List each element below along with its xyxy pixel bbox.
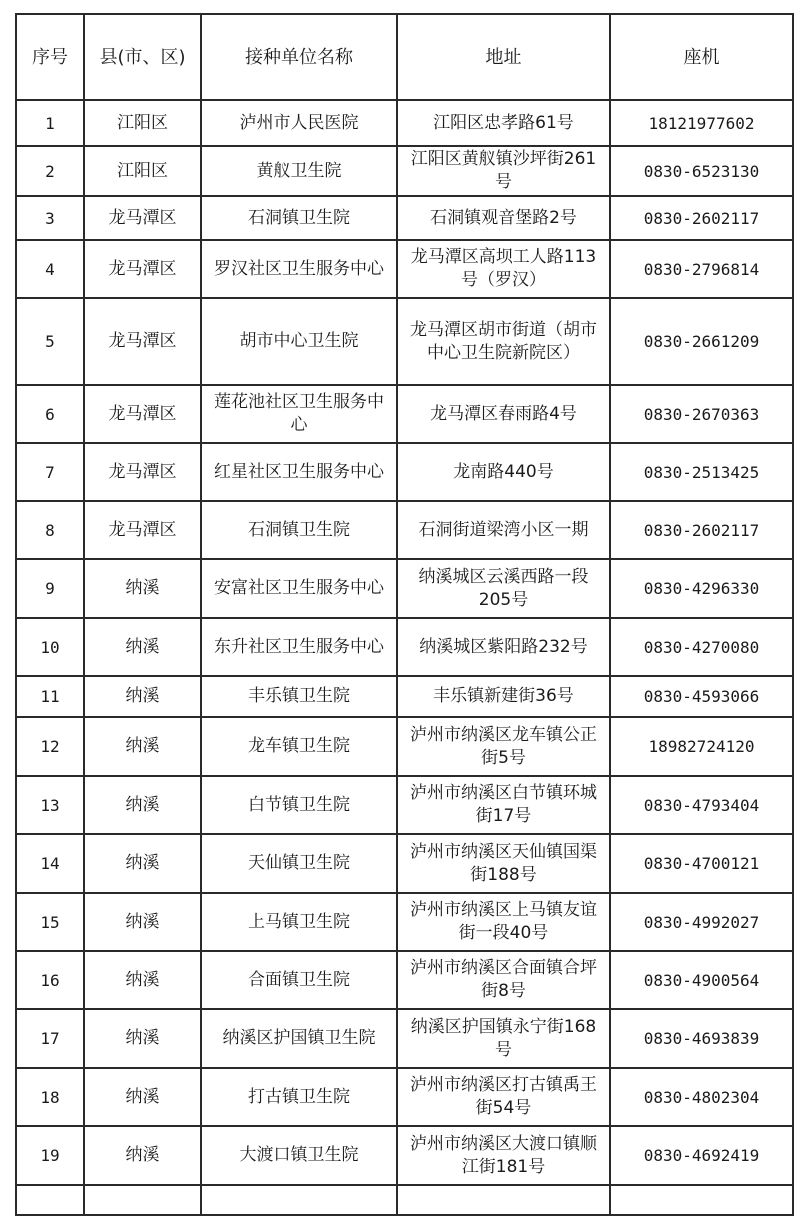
table-row <box>16 1009 793 1068</box>
table-row <box>16 834 793 893</box>
row-number: 13 <box>16 776 84 834</box>
unit-name-cell: 天仙镇卫生院 <box>201 834 397 893</box>
county-cell: 纳溪 <box>84 951 201 1009</box>
table-row <box>16 1068 793 1126</box>
address-cell: 纳溪城区紫阳路232号 <box>397 618 610 676</box>
phone-cell: 0830-4793404 <box>610 776 793 834</box>
table-row <box>16 717 793 776</box>
address-cell: 泸州市纳溪区龙车镇公正街5号 <box>397 717 610 776</box>
address-cell: 泸州市纳溪区天仙镇国渠街188号 <box>397 834 610 893</box>
unit-name-cell: 纳溪区护国镇卫生院 <box>201 1009 397 1068</box>
unit-name-cell: 莲花池社区卫生服务中心 <box>201 385 397 443</box>
table-row <box>16 100 793 146</box>
empty-cell <box>397 1185 610 1215</box>
row-number: 9 <box>16 559 84 618</box>
table-row <box>16 196 793 240</box>
row-number: 11 <box>16 676 84 717</box>
phone-cell: 0830-2602117 <box>610 501 793 559</box>
unit-name-cell: 龙车镇卫生院 <box>201 717 397 776</box>
unit-name-cell: 安富社区卫生服务中心 <box>201 559 397 618</box>
phone-cell: 0830-2661209 <box>610 298 793 385</box>
header-address: 地址 <box>397 14 610 100</box>
address-cell: 江阳区忠孝路61号 <box>397 100 610 146</box>
row-number: 2 <box>16 146 84 196</box>
row-number: 7 <box>16 443 84 501</box>
table-row <box>16 893 793 951</box>
address-cell: 纳溪城区云溪西路一段205号 <box>397 559 610 618</box>
table-row <box>16 240 793 298</box>
phone-cell: 18121977602 <box>610 100 793 146</box>
unit-name-cell: 石洞镇卫生院 <box>201 501 397 559</box>
row-number: 10 <box>16 618 84 676</box>
address-cell: 丰乐镇新建街36号 <box>397 676 610 717</box>
address-cell: 石洞镇观音堡路2号 <box>397 196 610 240</box>
empty-cell <box>610 1185 793 1215</box>
row-number: 8 <box>16 501 84 559</box>
unit-name-cell: 丰乐镇卫生院 <box>201 676 397 717</box>
table-row <box>16 676 793 717</box>
header-county: 县(市、区) <box>84 14 201 100</box>
header-no: 序号 <box>16 14 84 100</box>
row-number: 12 <box>16 717 84 776</box>
county-cell: 龙马潭区 <box>84 298 201 385</box>
header-unit: 接种单位名称 <box>201 14 397 100</box>
phone-cell: 18982724120 <box>610 717 793 776</box>
table-row <box>16 501 793 559</box>
table-row <box>16 559 793 618</box>
county-cell: 龙马潭区 <box>84 443 201 501</box>
unit-name-cell: 红星社区卫生服务中心 <box>201 443 397 501</box>
unit-name-cell: 大渡口镇卫生院 <box>201 1126 397 1185</box>
row-number: 4 <box>16 240 84 298</box>
table-row <box>16 298 793 385</box>
phone-cell: 0830-4692419 <box>610 1126 793 1185</box>
unit-name-cell: 泸州市人民医院 <box>201 100 397 146</box>
row-number: 18 <box>16 1068 84 1126</box>
phone-cell: 0830-4296330 <box>610 559 793 618</box>
unit-name-cell: 白节镇卫生院 <box>201 776 397 834</box>
row-number: 17 <box>16 1009 84 1068</box>
table-row <box>16 618 793 676</box>
county-cell: 龙马潭区 <box>84 501 201 559</box>
county-cell: 龙马潭区 <box>84 240 201 298</box>
phone-cell: 0830-2796814 <box>610 240 793 298</box>
address-cell: 纳溪区护国镇永宁街168号 <box>397 1009 610 1068</box>
phone-cell: 0830-4593066 <box>610 676 793 717</box>
county-cell: 纳溪 <box>84 776 201 834</box>
phone-cell: 0830-2602117 <box>610 196 793 240</box>
table-row <box>16 951 793 1009</box>
unit-name-cell: 打古镇卫生院 <box>201 1068 397 1126</box>
unit-name-cell: 石洞镇卫生院 <box>201 196 397 240</box>
phone-cell: 0830-2513425 <box>610 443 793 501</box>
unit-name-cell: 东升社区卫生服务中心 <box>201 618 397 676</box>
county-cell: 纳溪 <box>84 717 201 776</box>
row-number: 16 <box>16 951 84 1009</box>
county-cell: 龙马潭区 <box>84 196 201 240</box>
row-number: 1 <box>16 100 84 146</box>
row-number: 19 <box>16 1126 84 1185</box>
county-cell: 纳溪 <box>84 1009 201 1068</box>
phone-cell: 0830-4270080 <box>610 618 793 676</box>
county-cell: 纳溪 <box>84 618 201 676</box>
address-cell: 泸州市纳溪区打古镇禹王街54号 <box>397 1068 610 1126</box>
phone-cell: 0830-2670363 <box>610 385 793 443</box>
county-cell: 纳溪 <box>84 893 201 951</box>
row-number: 5 <box>16 298 84 385</box>
phone-cell: 0830-4700121 <box>610 834 793 893</box>
county-cell: 纳溪 <box>84 834 201 893</box>
row-number: 14 <box>16 834 84 893</box>
row-number: 6 <box>16 385 84 443</box>
unit-name-cell: 胡市中心卫生院 <box>201 298 397 385</box>
row-number: 15 <box>16 893 84 951</box>
county-cell: 江阳区 <box>84 100 201 146</box>
unit-name-cell: 黄舣卫生院 <box>201 146 397 196</box>
table-row <box>16 146 793 196</box>
unit-name-cell: 罗汉社区卫生服务中心 <box>201 240 397 298</box>
vaccination-sites-table <box>15 13 794 1216</box>
county-cell: 龙马潭区 <box>84 385 201 443</box>
address-cell: 泸州市纳溪区大渡口镇顺江街181号 <box>397 1126 610 1185</box>
phone-cell: 0830-4900564 <box>610 951 793 1009</box>
row-number: 3 <box>16 196 84 240</box>
address-cell: 江阳区黄舣镇沙坪街261号 <box>397 146 610 196</box>
header-phone: 座机 <box>610 14 793 100</box>
address-cell: 龙马潭区春雨路4号 <box>397 385 610 443</box>
unit-name-cell: 上马镇卫生院 <box>201 893 397 951</box>
table-row <box>16 385 793 443</box>
empty-cell <box>84 1185 201 1215</box>
county-cell: 纳溪 <box>84 676 201 717</box>
county-cell: 纳溪 <box>84 559 201 618</box>
empty-cell <box>16 1185 84 1215</box>
table-row <box>16 443 793 501</box>
county-cell: 纳溪 <box>84 1068 201 1126</box>
table-row <box>16 1126 793 1185</box>
phone-cell: 0830-4992027 <box>610 893 793 951</box>
unit-name-cell: 合面镇卫生院 <box>201 951 397 1009</box>
address-cell: 泸州市纳溪区上马镇友谊街一段40号 <box>397 893 610 951</box>
address-cell: 龙马潭区高坝工人路113号（罗汉） <box>397 240 610 298</box>
phone-cell: 0830-6523130 <box>610 146 793 196</box>
address-cell: 泸州市纳溪区白节镇环城街17号 <box>397 776 610 834</box>
address-cell: 泸州市纳溪区合面镇合坪街8号 <box>397 951 610 1009</box>
county-cell: 纳溪 <box>84 1126 201 1185</box>
address-cell: 石洞街道梁湾小区一期 <box>397 501 610 559</box>
phone-cell: 0830-4802304 <box>610 1068 793 1126</box>
table-row <box>16 776 793 834</box>
address-cell: 龙南路440号 <box>397 443 610 501</box>
header-row <box>16 14 793 100</box>
address-cell: 龙马潭区胡市街道（胡市中心卫生院新院区） <box>397 298 610 385</box>
empty-cell <box>201 1185 397 1215</box>
phone-cell: 0830-4693839 <box>610 1009 793 1068</box>
table-row-partial <box>16 1185 793 1215</box>
county-cell: 江阳区 <box>84 146 201 196</box>
